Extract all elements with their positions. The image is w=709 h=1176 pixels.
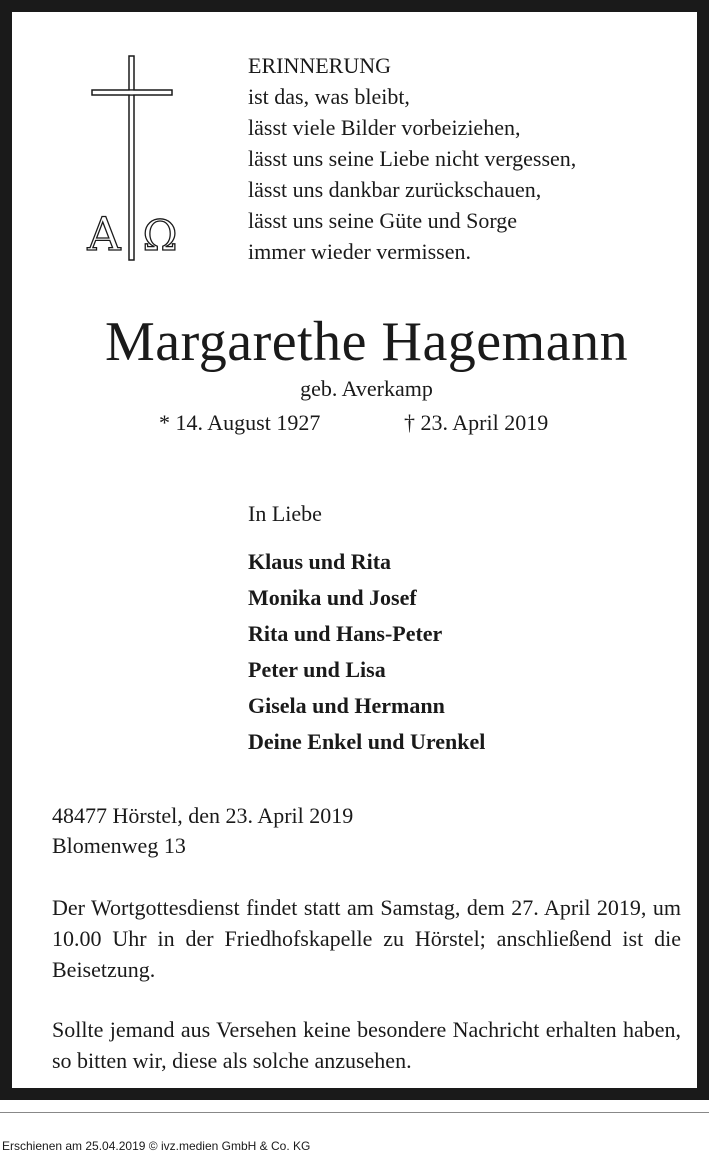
alpha-glyph: A <box>87 207 121 261</box>
birth-date: * 14. August 1927 <box>159 410 321 435</box>
maiden-name: geb. Averkamp <box>300 376 433 401</box>
service-notice: Der Wortgottesdienst findet statt am Samstag, dem 27. April 2019, um 10.00 Uhr in der Friedhofskapelle zu Hörstel; anschließend ist die Beisetzung. <box>52 895 681 982</box>
publication-footer: Erschienen am 25.04.2019 © ivz.medien GmbH & Co. KG <box>2 1139 311 1153</box>
place-date: 48477 Hörstel, den 23. April 2019 <box>52 803 354 828</box>
poem-line: ist das, was bleibt, <box>248 84 410 109</box>
poem-line: ERINNERUNG <box>248 53 391 78</box>
omega-glyph: Ω <box>142 211 178 260</box>
footer-divider <box>0 1112 709 1113</box>
mourner-name: Gisela und Hermann <box>248 693 445 718</box>
mourners-intro: In Liebe <box>248 501 322 526</box>
no-notification-notice: Sollte jemand aus Versehen keine besondere Nachricht erhalten haben, so bitten wir, diese als solche anzusehen. <box>52 1017 681 1073</box>
address-block <box>52 801 353 861</box>
mourners-list <box>248 544 485 760</box>
death-date: † 23. April 2019 <box>404 410 549 435</box>
cross-alpha-omega-icon <box>82 54 187 264</box>
mourner-name: Deine Enkel und Urenkel <box>248 729 486 754</box>
poem-line: lässt uns seine Güte und Sorge <box>248 208 518 233</box>
poem <box>248 50 576 267</box>
poem-line: lässt uns seine Liebe nicht vergessen, <box>248 146 577 171</box>
poem-line: immer wieder vermissen. <box>248 239 471 264</box>
mourner-name: Rita und Hans-Peter <box>248 621 443 646</box>
mourner-name: Klaus und Rita <box>248 549 392 574</box>
poem-line: lässt viele Bilder vorbeiziehen, <box>248 115 521 140</box>
deceased-name: Margarethe Hagemann <box>104 311 629 373</box>
mourner-name: Peter und Lisa <box>248 657 386 682</box>
street: Blomenweg 13 <box>52 833 186 858</box>
poem-line: lässt uns dankbar zurückschauen, <box>248 177 542 202</box>
mourner-name: Monika und Josef <box>248 585 417 610</box>
